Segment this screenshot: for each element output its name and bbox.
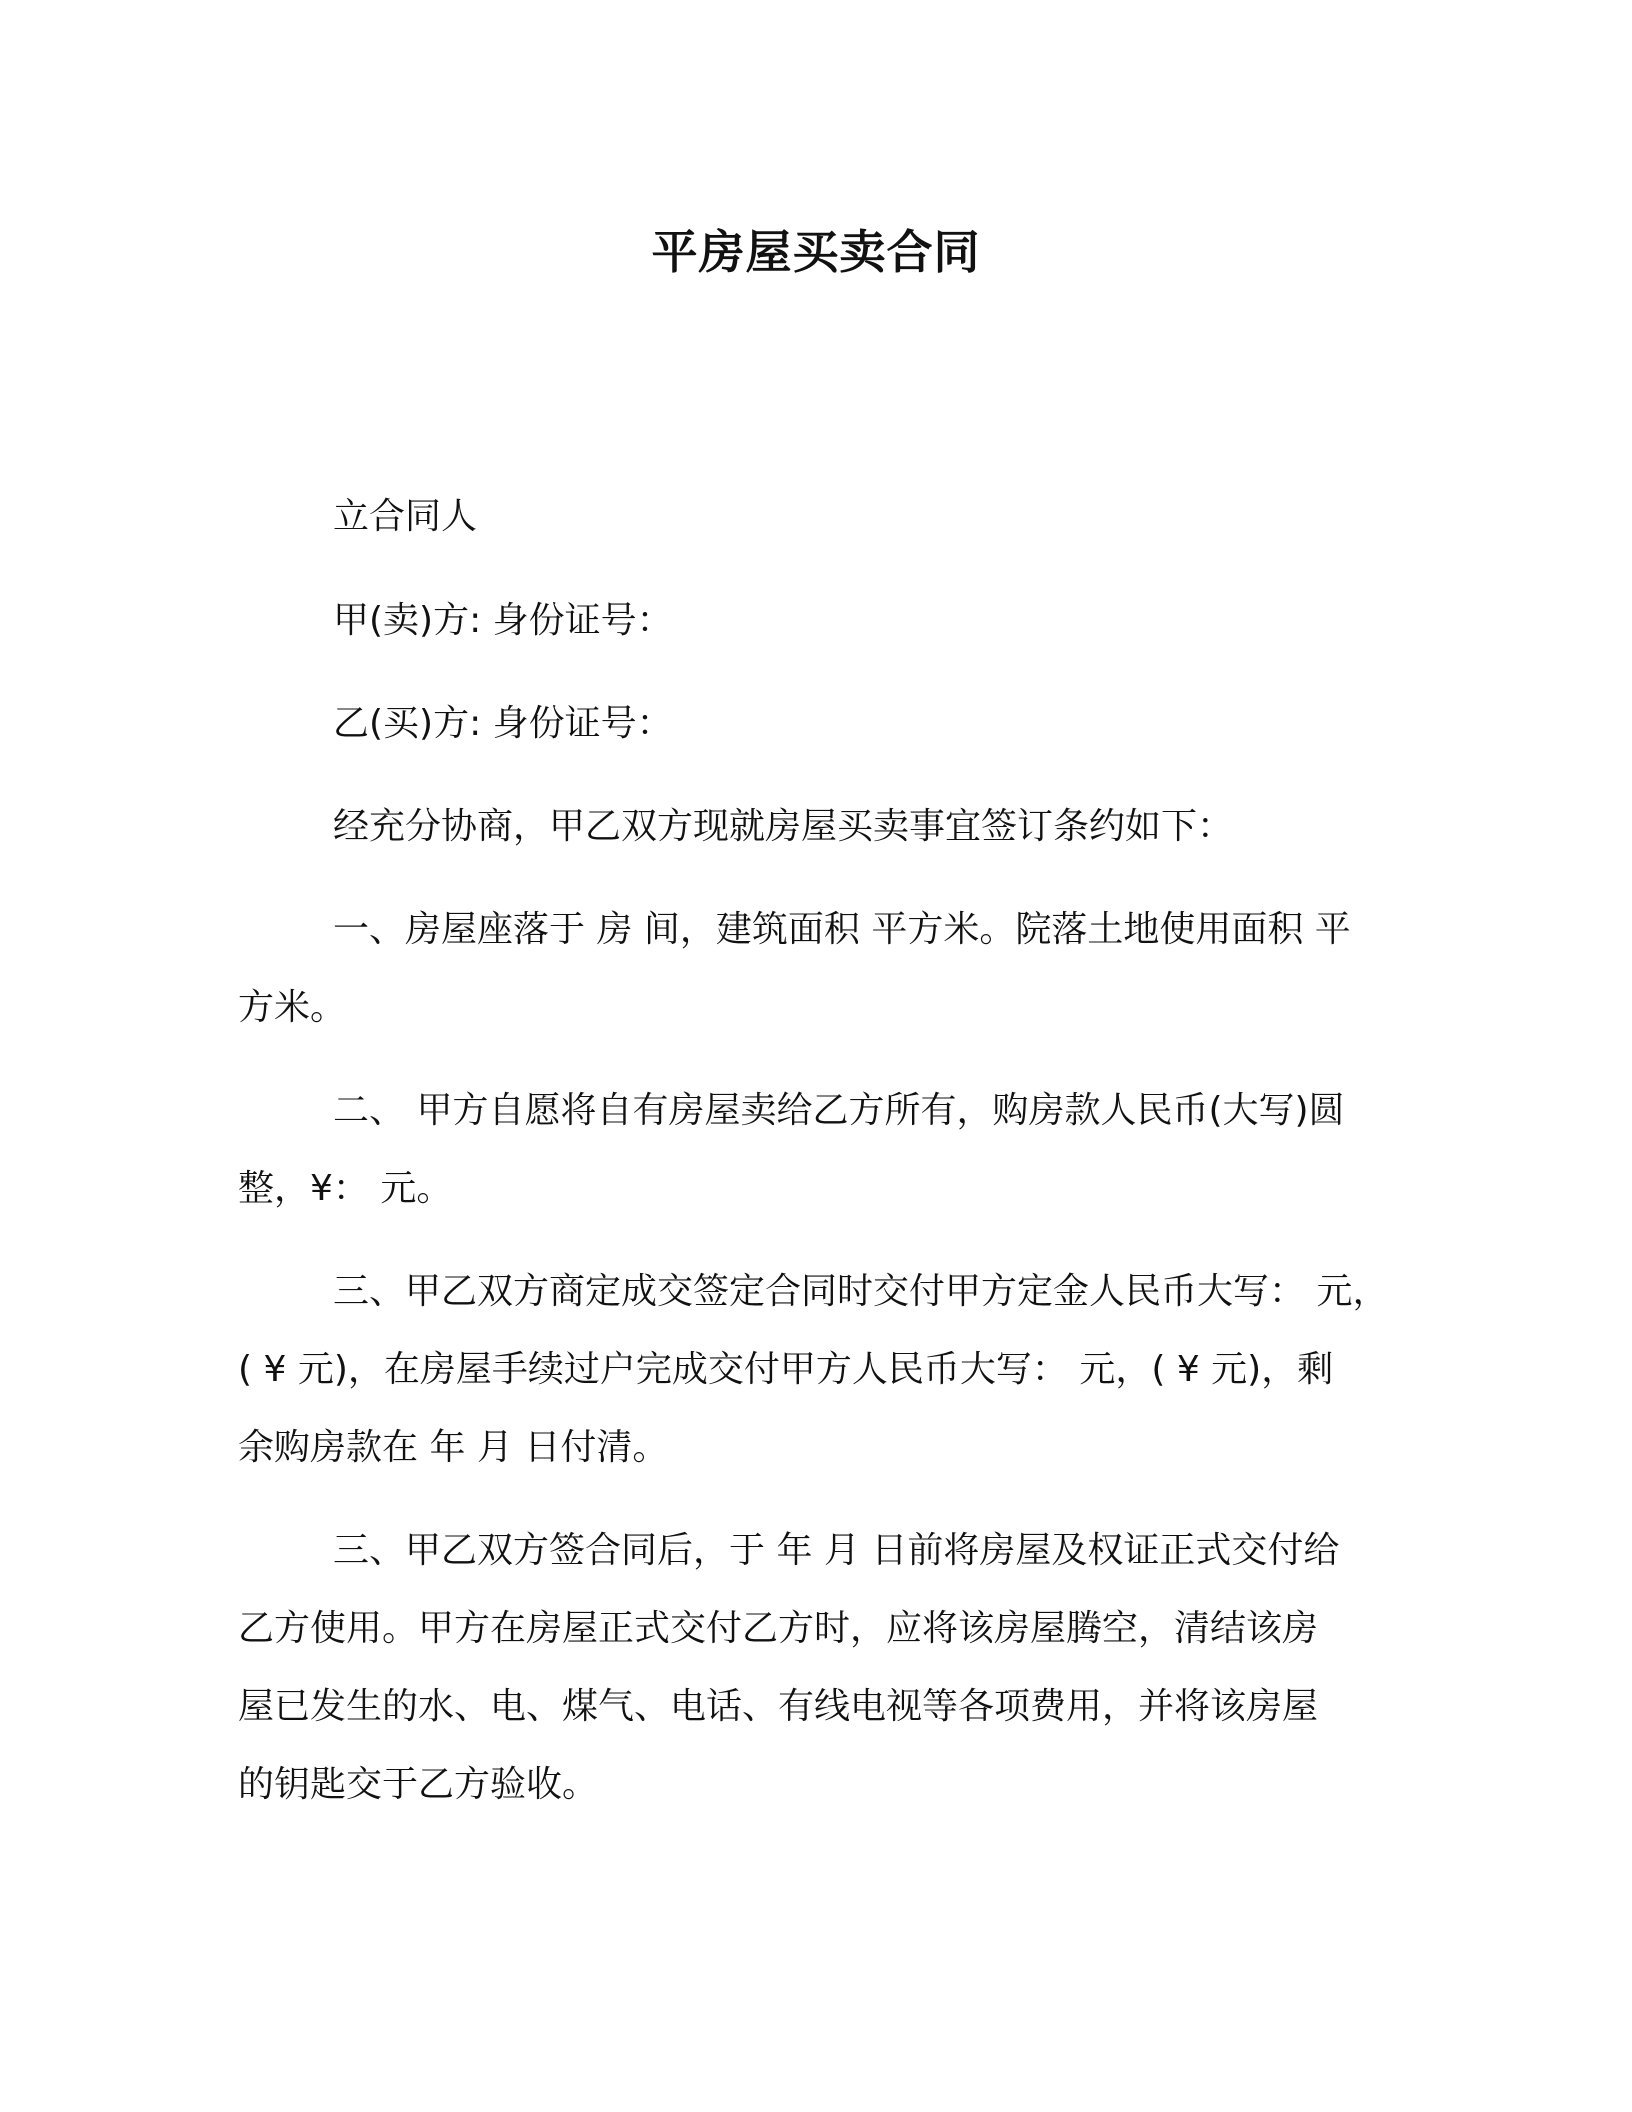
document-title: 平房屋买卖合同 [651,225,981,279]
buyer-line: 乙(买)方: 身份证号： [333,703,673,744]
contract-parties-heading: 立合同人 [333,496,478,537]
clause-1-line-2: 方米。 [238,987,347,1028]
clause-4-line-4: 的钥匙交于乙方验收。 [238,1764,599,1805]
seller-line: 甲(卖)方: 身份证号： [333,600,673,641]
clause-4-line-1: 三、甲乙双方签合同后，于 年 月 日前将房屋及权证正式交付给 [333,1530,1340,1571]
clause-3-line-1: 三、甲乙双方商定成交签定合同时交付甲方定金人民币大写： 元， [333,1271,1389,1312]
clause-1-line-1: 一、房屋座落于 房 间，建筑面积 平方米。院落土地使用面积 平 [333,909,1351,950]
clause-4-line-2: 乙方使用。甲方在房屋正式交付乙方时，应将该房屋腾空，清结该房 [238,1608,1319,1649]
clause-3-line-3: 余购房款在 年 月 日付清。 [238,1427,669,1468]
clause-2-line-1: 二、 甲方自愿将自有房屋卖给乙方所有，购房款人民币(大写)圆 [333,1090,1345,1131]
agreement-intro-line: 经充分协商，甲乙双方现就房屋买卖事宜签订条约如下： [333,806,1234,847]
clause-4-line-3: 屋已发生的水、电、煤气、电话、有线电视等各项费用，并将该房屋 [238,1686,1319,1727]
clause-2-line-2: 整，¥： 元。 [238,1168,453,1209]
clause-3-line-2: ( ¥ 元)，在房屋手续过户完成交付甲方人民币大写： 元，( ¥ 元)，剩 [238,1349,1334,1390]
